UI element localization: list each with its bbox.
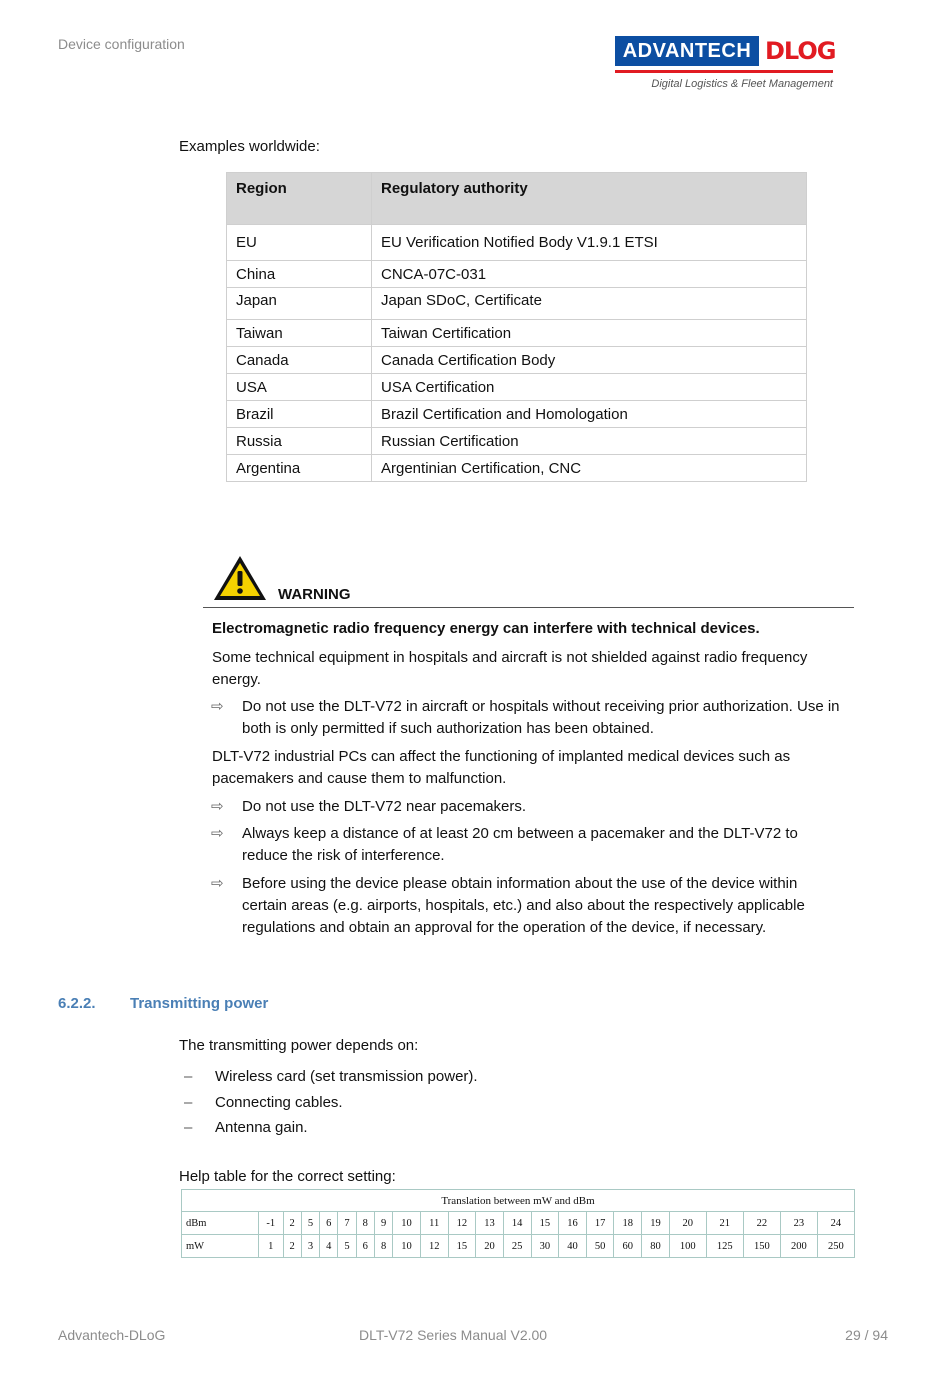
dbm-value-cell: 20 [669, 1212, 706, 1235]
mw-value-cell: 1 [259, 1235, 284, 1258]
dbm-value-cell: 18 [614, 1212, 642, 1235]
footer-company: Advantech-DLoG [58, 1327, 166, 1343]
region-cell: Russia [227, 428, 372, 455]
region-cell: Canada [227, 347, 372, 374]
mw-value-cell: 60 [614, 1235, 642, 1258]
warning-divider [203, 607, 854, 608]
running-header: Device configuration [58, 36, 185, 52]
dbm-value-cell: 2 [283, 1212, 301, 1235]
warning-bullet-1: Do not use the DLT-V72 in aircraft or hospitals without receiving prior authorization. Use in both is only permitted if such authorization has been obtained. [242, 698, 840, 737]
table-row [227, 428, 807, 455]
mw-value-cell: 30 [531, 1235, 559, 1258]
mw-value-cell: 10 [393, 1235, 421, 1258]
mw-value-cell: 80 [642, 1235, 670, 1258]
mw-value-cell: 125 [706, 1235, 743, 1258]
warning-bullet-4: Before using the device please obtain information about the use of the device within certain areas (e.g. airports, hospitals, etc.) and also about the respectively applicable regulations and obtain an approval for the operation of the device, if necessary. [242, 875, 805, 936]
dash-bullet-icon: – [184, 1094, 193, 1111]
dbm-value-cell: 23 [780, 1212, 817, 1235]
region-table-header-row [227, 173, 807, 225]
mw-value-cell: 40 [559, 1235, 587, 1258]
mw-row [182, 1235, 855, 1258]
dbm-value-cell: 16 [559, 1212, 587, 1235]
list-item: Wireless card (set transmission power). [215, 1068, 478, 1085]
warning-bullet-2: Do not use the DLT-V72 near pacemakers. [242, 798, 527, 815]
region-cell: EU [227, 225, 372, 261]
authority-cell: Argentinian Certification, CNC [372, 455, 807, 482]
dbm-value-cell: 7 [338, 1212, 356, 1235]
region-cell: Japan [227, 288, 372, 320]
mw-value-cell: 150 [743, 1235, 780, 1258]
logo-underline [615, 70, 833, 73]
warning-title: WARNING [278, 586, 351, 603]
table-row [227, 455, 807, 482]
authority-cell: CNCA-07C-031 [372, 261, 807, 288]
warning-triangle-icon [212, 554, 268, 602]
dbm-value-cell: 5 [301, 1212, 319, 1235]
table-row [227, 261, 807, 288]
list-item: Antenna gain. [215, 1119, 308, 1136]
region-cell: Taiwan [227, 320, 372, 347]
section-intro: The transmitting power depends on: [179, 1037, 419, 1054]
dbm-value-cell: 22 [743, 1212, 780, 1235]
mw-value-cell: 6 [356, 1235, 374, 1258]
authority-cell: Canada Certification Body [372, 347, 807, 374]
dbm-value-cell: -1 [259, 1212, 284, 1235]
warning-paragraph-1: Some technical equipment in hospitals and aircraft is not shielded against radio frequency energy. [212, 649, 808, 688]
table-caption: Translation between mW and dBm [182, 1190, 855, 1212]
mw-value-cell: 2 [283, 1235, 301, 1258]
section-number: 6.2.2. [58, 995, 96, 1012]
region-table [226, 172, 807, 482]
authority-cell: Russian Certification [372, 428, 807, 455]
logo-tagline: Digital Logistics & Fleet Management [651, 78, 833, 90]
mw-label: mW [182, 1235, 259, 1258]
mw-value-cell: 15 [448, 1235, 476, 1258]
warning-headline: Electromagnetic radio frequency energy can interfere with technical devices. [212, 620, 760, 637]
dbm-value-cell: 17 [586, 1212, 614, 1235]
dbm-value-cell: 24 [817, 1212, 854, 1235]
authority-cell: USA Certification [372, 374, 807, 401]
authority-cell: Taiwan Certification [372, 320, 807, 347]
region-cell: Argentina [227, 455, 372, 482]
dbm-value-cell: 19 [642, 1212, 670, 1235]
dbm-value-cell: 10 [393, 1212, 421, 1235]
dbm-value-cell: 14 [503, 1212, 531, 1235]
region-column-header: Region [227, 173, 372, 225]
logo-dlog: DLOG [765, 37, 836, 65]
table-caption-row [182, 1190, 855, 1212]
mw-value-cell: 12 [420, 1235, 448, 1258]
dbm-value-cell: 8 [356, 1212, 374, 1235]
mw-value-cell: 100 [669, 1235, 706, 1258]
authority-cell: Japan SDoC, Certificate [372, 288, 807, 320]
warning-bullet-3: Always keep a distance of at least 20 cm between a pacemaker and the DLT-V72 to reduce the risk of interference. [242, 825, 798, 864]
authority-column-header: Regulatory authority [372, 173, 807, 225]
mw-value-cell: 20 [476, 1235, 504, 1258]
arrow-bullet-icon: ⇨ [211, 698, 224, 715]
mw-value-cell: 25 [503, 1235, 531, 1258]
warning-paragraph-2: DLT-V72 industrial PCs can affect the functioning of implanted medical devices such as pacemakers and cause them to malfunction. [212, 748, 791, 787]
company-logo [615, 36, 835, 94]
dbm-value-cell: 13 [476, 1212, 504, 1235]
table-row [227, 374, 807, 401]
mw-value-cell: 5 [338, 1235, 356, 1258]
table-row [227, 347, 807, 374]
dbm-value-cell: 21 [706, 1212, 743, 1235]
mw-value-cell: 3 [301, 1235, 319, 1258]
table-row [227, 320, 807, 347]
dbm-row [182, 1212, 855, 1235]
table-row [227, 225, 807, 261]
authority-cell: Brazil Certification and Homologation [372, 401, 807, 428]
examples-intro: Examples worldwide: [179, 138, 320, 155]
arrow-bullet-icon: ⇨ [211, 798, 224, 815]
section-title: Transmitting power [130, 995, 269, 1012]
mw-value-cell: 250 [817, 1235, 854, 1258]
mw-value-cell: 8 [374, 1235, 392, 1258]
list-item: Connecting cables. [215, 1094, 343, 1111]
region-cell: Brazil [227, 401, 372, 428]
mw-value-cell: 200 [780, 1235, 817, 1258]
footer-manual-title: DLT-V72 Series Manual V2.00 [359, 1327, 548, 1343]
authority-cell: EU Verification Notified Body V1.9.1 ETSI [372, 225, 807, 261]
region-cell: USA [227, 374, 372, 401]
mw-value-cell: 4 [320, 1235, 338, 1258]
dbm-value-cell: 12 [448, 1212, 476, 1235]
dash-bullet-icon: – [184, 1119, 193, 1136]
table-row [227, 401, 807, 428]
dbm-value-cell: 11 [420, 1212, 448, 1235]
dash-bullet-icon: – [184, 1068, 193, 1085]
help-table-label: Help table for the correct setting: [179, 1168, 396, 1185]
mw-value-cell: 50 [586, 1235, 614, 1258]
arrow-bullet-icon: ⇨ [211, 875, 224, 892]
dbm-value-cell: 15 [531, 1212, 559, 1235]
dbm-value-cell: 9 [374, 1212, 392, 1235]
mw-dbm-table [181, 1189, 855, 1258]
dbm-value-cell: 6 [320, 1212, 338, 1235]
dbm-label: dBm [182, 1212, 259, 1235]
region-cell: China [227, 261, 372, 288]
logo-advantech: ADVANTECH [615, 36, 759, 66]
arrow-bullet-icon: ⇨ [211, 825, 224, 842]
footer-page-number: 29 / 94 [845, 1327, 888, 1343]
table-row [227, 288, 807, 320]
